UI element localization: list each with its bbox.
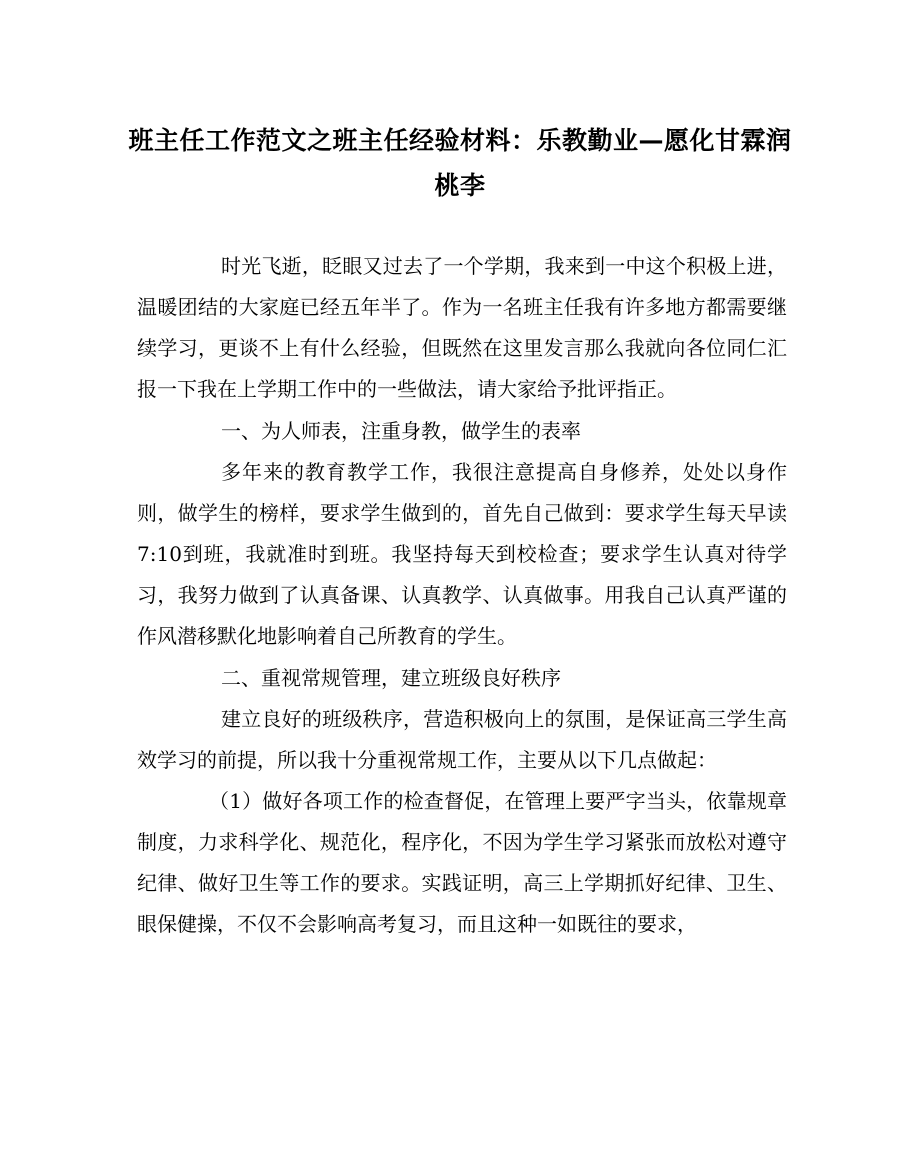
list-item-1: （1）做好各项工作的检查督促，在管理上要严字当头，依靠规章制度，力求科学化、规范化，程序化，不因为学生学习紧张而放松对遵守纪律、做好卫生等工作的要求。实践证明，高三上学期抓好纪律、卫生、眼保健操，不仅不会影响高考复习，而且这种一如既往的要求， — [137, 789, 787, 936]
document-title: 班主任工作范文之班主任经验材料：乐教勤业—愿化甘霖润桃李 — [128, 126, 792, 200]
document-body — [137, 246, 787, 945]
paragraph-section-2: 建立良好的班级秩序，营造积极向上的氛围，是保证高三学生高效学习的前提，所以我十分重视常规工作，主要从以下几点做起： — [137, 707, 787, 772]
section-heading-2: 二、重视常规管理，建立班级良好秩序 — [221, 666, 561, 690]
paragraph-intro: 时光飞逝，眨眼又过去了一个学期，我来到一中这个积极上进，温暖团结的大家庭已经五年半了。作为一名班主任我有许多地方都需要继续学习，更谈不上有什么经验，但既然在这里发言那么我就向各位同仁汇报一下我在上学期工作中的一些做法，请大家给予批评指正。 — [137, 254, 787, 401]
section-heading-1: 一、为人师表，注重身教，做学生的表率 — [221, 419, 581, 443]
paragraph-section-1: 多年来的教育教学工作，我很注意提高自身修养，处处以身作则，做学生的榜样，要求学生做到的，首先自己做到：要求学生每天早读7:10到班，我就准时到班。我坚持每天到校检查；要求学生认真对待学习，我努力做到了认真备课、认真教学、认真做事。用我自己认真严谨的作风潜移默化地影响着自己所教育的学生。 — [137, 460, 787, 648]
